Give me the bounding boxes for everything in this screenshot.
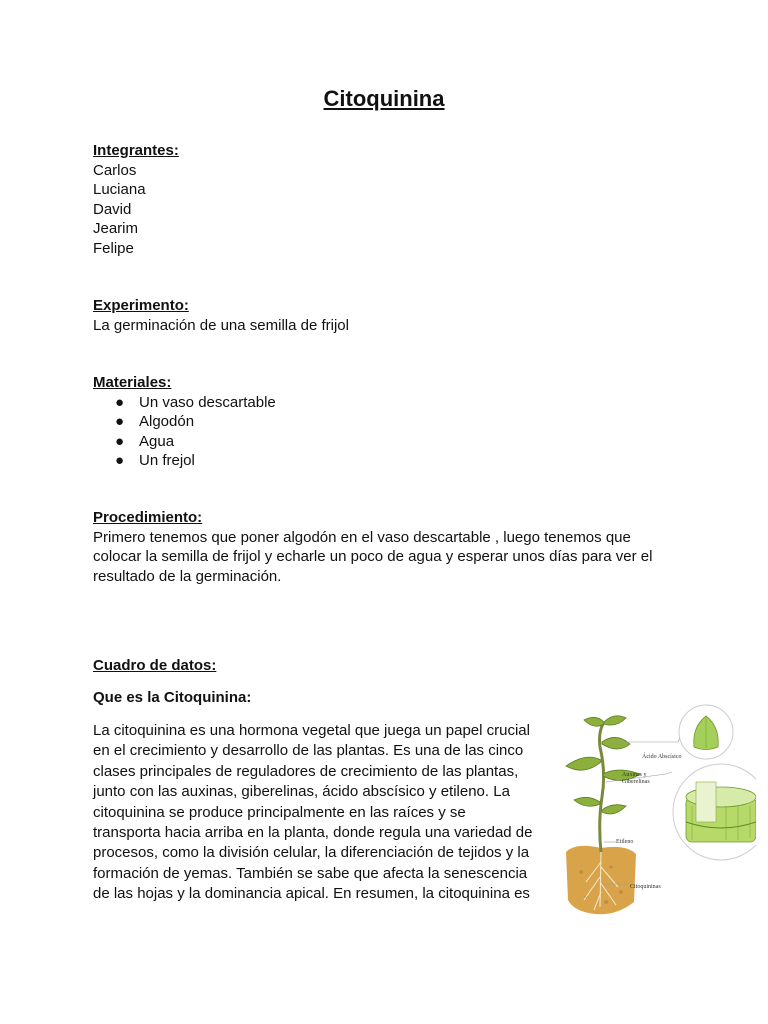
list-item: ● Un frejol [115,452,195,469]
list-item: ● Un vaso descartable [115,393,276,411]
label-acido-abscisico: Ácido Abscísico [642,754,682,760]
cuadro-section [93,656,693,676]
paragraph-line: de las hojas y la dominancia apical. En resumen, la citoquinina es [93,885,530,903]
paragraph-line: transporta hacia arriba en la planta, donde regula una variedad de [93,824,533,842]
label-giberelinas: Giberelinas [622,779,650,785]
integrantes-section [93,141,693,258]
member-name: Luciana [93,181,146,198]
materiales-list [93,393,693,471]
paragraph-line: citoquinina se produce principalmente en las raíces y se [93,803,466,821]
bullet-icon: ● [115,432,125,450]
procedimiento-section [93,508,693,586]
cuadro-heading: Cuadro de datos: [93,657,217,674]
que-es-heading: Que es la Citoquinina: [93,689,252,706]
label-auxinas: Auxinas y [622,772,647,778]
member-name: Carlos [93,161,137,179]
procedimiento-line: colocar la semilla de frijol y echarle un poco de agua y esperar unos días para ver el [93,548,653,565]
paragraph-line: formación de yemas. También se sabe que afecta la senescencia [93,864,528,882]
member-name: Jearim [93,220,139,237]
member-name: Felipe [93,239,134,257]
materiales-section [93,373,693,471]
experimento-heading: Experimento: [93,297,189,314]
paragraph-line: clases principales de reguladores de crecimiento de las plantas, [93,762,519,780]
que-es-paragraph [93,721,553,905]
experimento-text: La germinación de una semilla de frijol [93,316,349,334]
document-title: Citoquinina [323,86,445,111]
paragraph-line: en el crecimiento y desarrollo de las plantas. Es una de las cinco [93,742,524,760]
list-item: ● Agua [115,432,175,450]
procedimiento-heading: Procedimiento: [93,509,203,526]
bullet-icon: ● [115,393,125,411]
procedimiento-line: resultado de la germinación. [93,567,282,585]
procedimiento-line: Primero tenemos que poner algodón en el vaso descartable , luego tenemos que [93,528,631,546]
plant-hormone-illustration [556,702,756,917]
list-item: ● Algodón [115,413,195,430]
stem-cross-section-icon [686,782,756,842]
paragraph-line: procesos, como la división celular, la diferenciación de tejidos y la [93,844,530,862]
experimento-section [93,296,693,335]
integrantes-heading: Integrantes: [93,142,179,159]
member-name: David [93,200,132,218]
label-citoquininas: Citoquininas [630,884,661,890]
label-etileno: Etileno [616,839,634,845]
bullet-icon: ● [115,413,125,430]
materiales-heading: Materiales: [93,374,172,391]
paragraph-line: junto con las auxinas, giberelinas, ácido abscísico y etileno. La [93,783,510,801]
paragraph-line: La citoquinina es una hormona vegetal que juega un papel crucial [93,722,530,739]
bullet-icon: ● [115,452,125,469]
